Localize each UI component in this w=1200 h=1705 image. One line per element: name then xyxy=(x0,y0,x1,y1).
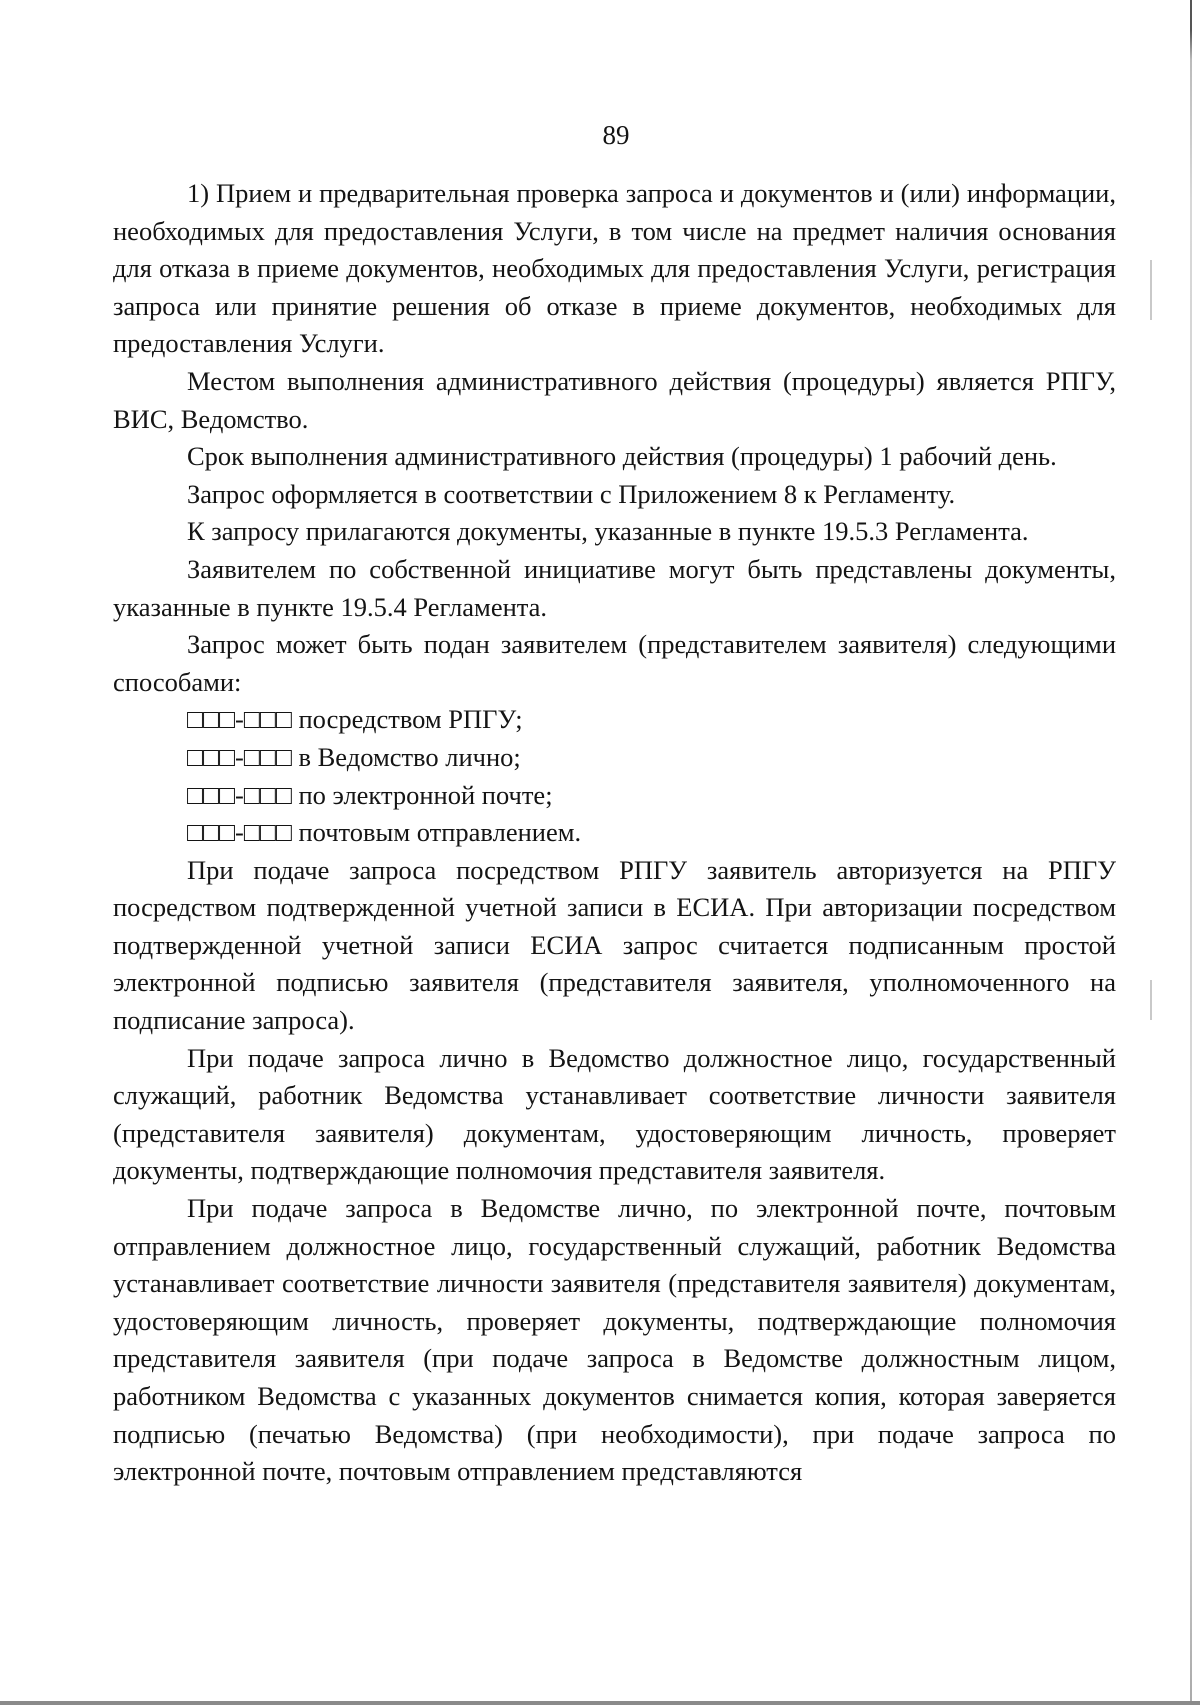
paragraph-request-form: Запрос оформляется в соответствии с Приложением 8 к Регламенту. xyxy=(187,478,956,509)
scan-edge-mark xyxy=(1150,260,1152,320)
paragraph-stage-1: 1) Прием и предварительная проверка запроса и документов и (или) информации, необходимых для предоставления Услуги, в том числе на предмет наличия основания для отказа в приеме документов, необходимых для предоставления Услуги, регистрация запроса или принятие решения об отказе в приеме документов, необходимых для предоставления Услуги. xyxy=(113,178,1116,359)
paragraph-mail-submission: При подаче запроса в Ведомстве лично, по электронной почте, почтовым отправлением должностное лицо, государственный служащий, работник Ведомства устанавливает соответствие личности заявителя (представителя заявителя) документам, удостоверяющим личность, проверяет документы, подтверждающие полномочия представителя заявителя (при подаче запроса в Ведомстве должностным лицом, работником Ведомства с указанных документов снимается копия, которая заверяется подписью (печатью Ведомства) (при необходимости), при подаче запроса по электронной почте, почтовым отправлением представляются xyxy=(113,1193,1116,1487)
list-item: □□□-□□□ по электронной почте; xyxy=(187,779,553,810)
paragraph-rpgu-submission: При подаче запроса посредством РПГУ заявитель авторизуется на РПГУ посредством подтвержденной учетной записи в ЕСИА. При авторизации посредством подтвержденной учетной записи ЕСИА запрос считается подписанным простой электронной подписью заявителя (представителя заявителя, уполномоченного на подписание запроса). xyxy=(113,854,1116,1036)
paragraph-submission-methods: Запрос может быть подан заявителем (представителем заявителя) следующими способами: xyxy=(113,629,1116,697)
paragraph-term: Срок выполнения административного действия (процедуры) 1 рабочий день. xyxy=(187,441,1057,472)
scan-edge-mark xyxy=(1150,980,1152,1020)
paragraph-attached-docs: К запросу прилагаются документы, указанные в пункте 19.5.3 Регламента. xyxy=(187,516,1029,547)
scan-bottom-edge xyxy=(0,1701,1200,1705)
paragraph-in-person-submission: При подаче запроса лично в Ведомство должностное лицо, государственный служащий, работник Ведомства устанавливает соответствие личности заявителя (представителя заявителя) документам, удостоверяющим личность, проверяет документы, подтверждающие полномочия представителя заявителя. xyxy=(113,1042,1116,1186)
list-item: □□□-□□□ в Ведомство лично; xyxy=(187,741,521,772)
page-number: 89 xyxy=(602,120,630,150)
list-item: □□□-□□□ почтовым отправлением. xyxy=(187,817,582,848)
list-item: □□□-□□□ посредством РПГУ; xyxy=(187,704,523,735)
document-body xyxy=(113,175,1116,1491)
scan-edge-line xyxy=(1190,0,1192,1705)
paragraph-own-initiative: Заявителем по собственной инициативе могут быть представлены документы, указанные в пункте 19.5.4 Регламента. xyxy=(113,553,1116,622)
paragraph-place: Местом выполнения административного действия (процедуры) является РПГУ, ВИС, Ведомство. xyxy=(113,365,1116,434)
